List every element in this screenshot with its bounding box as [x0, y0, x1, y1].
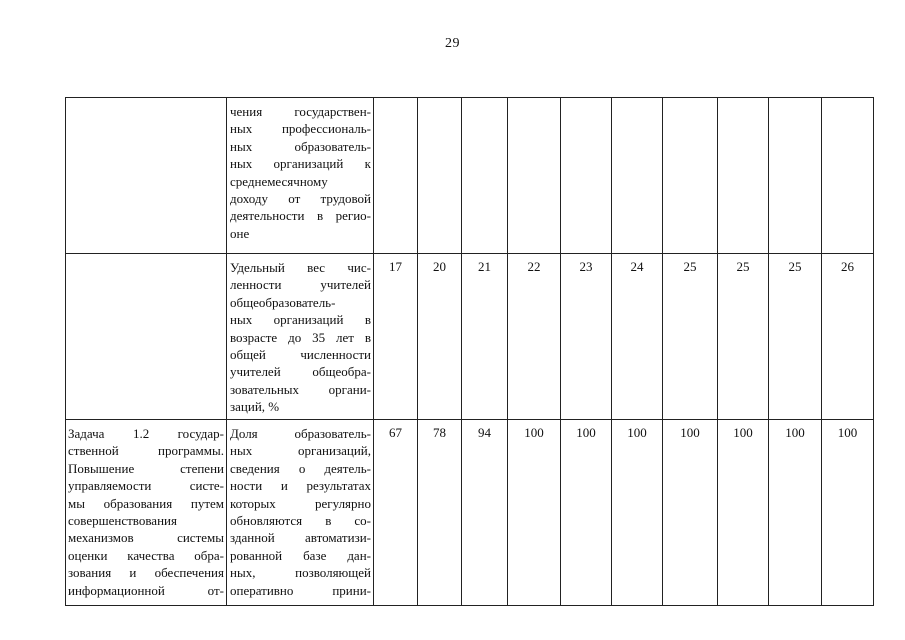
indicator-cell: [227, 98, 374, 254]
indicator-text-line: которых регулярно: [230, 495, 371, 511]
table-row: [66, 254, 874, 420]
indicator-text-line: ных организаций к: [230, 156, 371, 172]
indicator-text-line: ности и результатах: [230, 478, 371, 494]
indicator-text-line: чения государствен-: [230, 104, 371, 119]
value-cell: [718, 98, 769, 254]
value-cell: [561, 98, 612, 254]
indicator-text-line: ленности учителей: [230, 277, 371, 293]
value-cell: [769, 98, 822, 254]
value-cell: 100: [612, 420, 663, 606]
value-cell: [418, 98, 462, 254]
value-cell: 25: [663, 254, 718, 420]
indicator-text-line: общеобразователь-: [230, 294, 336, 310]
value-cell: 78: [418, 420, 462, 606]
indicator-text-line: Удельный вес чис-: [230, 260, 371, 275]
value-cell: 22: [508, 254, 561, 420]
indicator-text-line: оне: [230, 225, 250, 241]
indicator-text-line: сведения о деятель-: [230, 460, 371, 476]
value-cell: [822, 98, 874, 254]
indicator-text-line: учителей общеобра-: [230, 364, 371, 380]
value-cell: [663, 98, 718, 254]
indicator-text-line: деятельности в регио-: [230, 208, 371, 224]
indicator-text-line: оперативно прини-: [230, 582, 371, 598]
indicator-text-line: заций, %: [230, 399, 280, 415]
indicator-text-line: общей численности: [230, 347, 371, 363]
task-text-line: механизмов системы: [68, 530, 224, 546]
value-cell: 100: [663, 420, 718, 606]
value-cell: 26: [822, 254, 874, 420]
value-cell: 25: [769, 254, 822, 420]
task-cell: [66, 254, 227, 420]
indicator-cell: [227, 420, 374, 606]
value-cell: 23: [561, 254, 612, 420]
task-cell: [66, 98, 227, 254]
indicator-text-line: доходу от трудовой: [230, 191, 371, 207]
indicator-text-line: ных образователь-: [230, 138, 371, 154]
value-cell: 24: [612, 254, 663, 420]
indicator-text-line: возрасте до 35 лет в: [230, 329, 371, 345]
indicator-text-line: ных, позволяющей: [230, 565, 371, 581]
task-text-line: совершенствования: [68, 513, 177, 529]
indicator-text-line: Доля образователь-: [230, 426, 371, 441]
indicator-text-line: рованной базе дан-: [230, 547, 371, 563]
indicator-text-line: ных организаций,: [230, 443, 371, 459]
value-cell: 20: [418, 254, 462, 420]
task-text-line: мы образования путем: [68, 495, 224, 511]
value-cell: 100: [561, 420, 612, 606]
indicator-text-line: обновляются в со-: [230, 513, 371, 529]
indicator-text-line: ных профессиональ-: [230, 121, 371, 137]
indicator-text-line: ных организаций в: [230, 312, 371, 328]
indicator-text-line: зовательных органи-: [230, 381, 371, 397]
indicator-text-line: зданной автоматизи-: [230, 530, 371, 546]
value-cell: [374, 98, 418, 254]
indicators-table: [65, 97, 874, 606]
value-cell: [508, 98, 561, 254]
indicator-text-line: среднемесячному: [230, 173, 328, 189]
value-cell: 100: [769, 420, 822, 606]
task-text-line: Задача 1.2 государ-: [68, 426, 224, 441]
indicator-cell: [227, 254, 374, 420]
value-cell: 94: [462, 420, 508, 606]
value-cell: 100: [718, 420, 769, 606]
value-cell: 25: [718, 254, 769, 420]
value-cell: 100: [822, 420, 874, 606]
task-text-line: Повышение степени: [68, 460, 224, 476]
value-cell: 17: [374, 254, 418, 420]
page-number: 29: [445, 36, 460, 51]
value-cell: [462, 98, 508, 254]
value-cell: 21: [462, 254, 508, 420]
task-text-line: управляемости систе-: [68, 478, 224, 494]
table-row: [66, 420, 874, 606]
task-text-line: ственной программы.: [68, 443, 224, 459]
value-cell: 67: [374, 420, 418, 606]
task-text-line: оценки качества обра-: [68, 547, 224, 563]
table-body: [66, 98, 874, 606]
value-cell: 100: [508, 420, 561, 606]
task-text-line: информационной от-: [68, 582, 224, 598]
value-cell: [612, 98, 663, 254]
task-cell: [66, 420, 227, 606]
table-row: [66, 98, 874, 254]
task-text-line: зования и обеспечения: [68, 565, 224, 581]
